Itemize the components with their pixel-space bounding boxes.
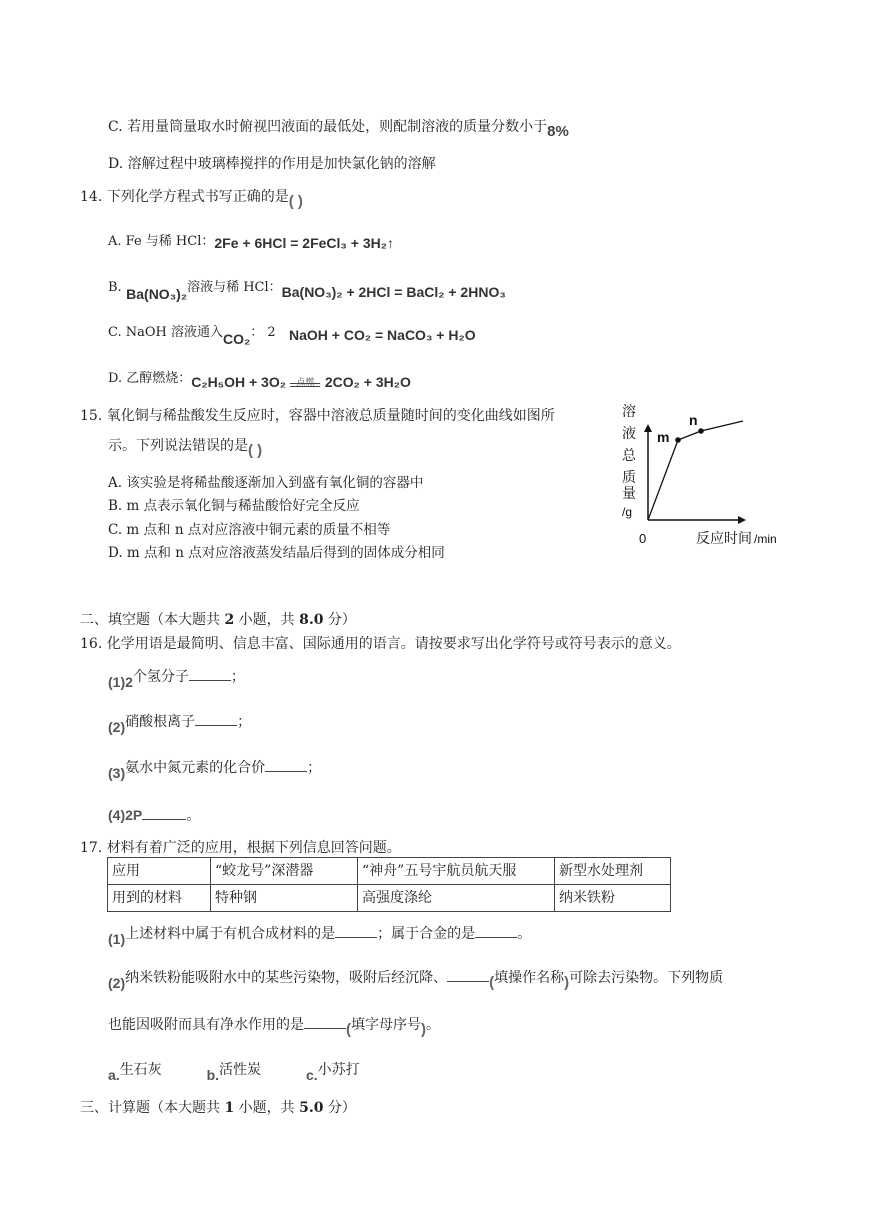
q14-stem [80, 186, 303, 210]
q14-option-c-colon: ： 2 [250, 325, 276, 340]
x-axis-arrow-icon [738, 516, 746, 524]
point-m-label: m [657, 429, 670, 445]
q17-option-c: 小苏打 [317, 1062, 360, 1078]
q16-part-1 [108, 666, 245, 690]
answer-blank[interactable] [142, 807, 186, 820]
table-cell: “神舟”五号宇航员航天服 [358, 858, 555, 885]
section-3-heading-suffix: 分） [323, 1100, 356, 1116]
q16-part-3-text: 氨水中氮元素的化合价 [125, 760, 266, 776]
q14-option-d-condition: 点燃 [296, 378, 315, 388]
q17-part-2 [108, 967, 724, 991]
section-2-question-count: 2 [224, 612, 235, 628]
q17-option-b: 活性炭 [219, 1062, 262, 1078]
section-3-heading-mid: 小题，共 [234, 1100, 300, 1116]
q15-stem-line2-text: 示。下列说法错误的是 [108, 438, 248, 454]
q14-stem-text: 14. 下列化学方程式书写正确的是 [80, 189, 289, 205]
point-n-marker [698, 428, 704, 434]
q16-part-4-end: 。 [186, 808, 201, 824]
q14-option-b-text: 溶液与稀 HCl： [187, 280, 282, 295]
graph-y-label-char: 质 [622, 469, 636, 485]
section-3-question-count: 1 [224, 1100, 235, 1116]
q16-part-3 [108, 757, 322, 781]
answer-blank[interactable] [304, 1016, 346, 1029]
table-cell: 特种钢 [211, 885, 358, 912]
mass-time-graph [612, 398, 792, 550]
q17-part-2-hint: 填操作名称 [494, 970, 565, 986]
q16-part-3-number: (3) [108, 765, 126, 781]
graph-y-unit: /g [622, 505, 633, 519]
table-cell: 高强度涤纶 [358, 885, 555, 912]
q17-part-2-hint2-paren-open: ( [346, 1021, 351, 1038]
q17-option-b-label: b. [206, 1067, 220, 1083]
q14-option-c [108, 321, 476, 347]
q16-part-1-end: ； [230, 669, 245, 685]
q16-part-2-end: ； [237, 714, 252, 730]
q14-option-b-formula: Ba(NO₃)₂ + 2HCl = BaCl₂ + 2HNO₃ [281, 284, 506, 300]
graph-origin-label: 0 [639, 531, 647, 546]
q14-option-b-reagent: Ba(NO₃)₂ [126, 286, 188, 302]
q17-part-2-paren-open: ( [489, 974, 495, 991]
q16-part-2-text: 硝酸根离子 [125, 714, 196, 730]
q14-option-c-formula: NaOH + CO₂ = NaCO₃ + H₂O [289, 327, 476, 343]
q13-option-c [108, 116, 569, 140]
q15-option-d: D. m 点和 n 点对应溶液蒸发结晶后得到的固体成分相同 [108, 545, 445, 561]
q14-option-a-label: A. Fe 与稀 HCl： [108, 234, 215, 249]
q17-part-1-number: (1) [108, 931, 126, 947]
section-2-heading-mid: 小题，共 [234, 612, 300, 628]
section-3-heading [80, 1097, 356, 1117]
q17-part-1-mid: ；属于合金的是 [377, 926, 476, 942]
table-cell: 纳米铁粉 [555, 885, 671, 912]
q16-part-1-text: 个氢分子 [132, 669, 189, 685]
q16-part-2 [108, 711, 252, 735]
point-n-label: n [689, 412, 698, 428]
q14-option-d [108, 367, 411, 390]
q15-answer-paren: ( ) [248, 442, 263, 459]
q15-option-c: C. m 点和 n 点对应溶液中铜元素的质量不相等 [108, 522, 391, 538]
q14-option-a [108, 230, 394, 249]
q16-part-2-number: (2) [108, 719, 126, 735]
q15-option-a: A. 该实验是将稀盐酸逐渐加入到盛有氧化铜的容器中 [108, 475, 424, 491]
q14-option-c-label: C. NaOH 溶液通入 [108, 325, 224, 340]
point-m-marker [675, 437, 681, 443]
q17-part-2-tail: 可除去污染物。下列物质 [569, 970, 724, 986]
section-3-score: 5.0 [299, 1100, 324, 1116]
table-cell: 用到的材料 [108, 885, 211, 912]
table-cell: 应用 [108, 858, 211, 885]
q17-part-2-paren-close: ) [564, 974, 570, 991]
q14-answer-paren: ( ) [288, 193, 303, 210]
graph-y-label-char: 总 [622, 447, 636, 463]
section-2-heading [80, 609, 356, 629]
answer-blank[interactable] [475, 925, 517, 938]
q14-option-a-formula: 2Fe + 6HCl = 2FeCl₃ + 3H₂↑ [214, 235, 394, 251]
table-row [108, 858, 671, 885]
q17-part-2-number: (2) [108, 975, 126, 991]
graph-x-label: 反应时间 [696, 530, 752, 546]
y-axis-arrow-icon [644, 424, 652, 432]
q15-option-b: B. m 点表示氧化铜与稀盐酸恰好完全反应 [108, 498, 360, 514]
q17-part-2-text: 纳米铁粉能吸附水中的某些污染物，吸附后经沉降、 [125, 970, 448, 986]
section-2-heading-prefix: 二、填空题（本大题共 [80, 612, 225, 628]
answer-blank[interactable] [195, 713, 237, 726]
q13-option-c-text: C. 若用量筒量取水时俯视凹液面的最低处，则配制溶液的质量分数小于 [108, 119, 548, 135]
section-2-score: 8.0 [299, 612, 324, 628]
q17-part-2-hint2-paren-close: ) [421, 1021, 426, 1038]
materials-table [107, 857, 671, 912]
q17-part-1-text: 上述材料中属于有机合成材料的是 [125, 926, 336, 942]
q17-part-2-line-2-end: 。 [426, 1017, 440, 1033]
q14-option-d-products: 2CO₂ + 3H₂O [324, 374, 411, 390]
table-cell: 新型水处理剂 [555, 858, 671, 885]
q14-option-d-reactants: C₂H₅OH + 3O₂ [191, 374, 286, 390]
q17-part-2-hint2: 填字母序号 [351, 1017, 421, 1033]
q13-option-c-value: 8% [547, 123, 569, 140]
answer-blank[interactable] [189, 668, 231, 681]
q15-stem-line2 [108, 435, 263, 459]
q17-option-a-label: a. [108, 1067, 120, 1083]
graph-y-label [622, 403, 637, 501]
q16-part-1-number: (1)2 [108, 674, 133, 690]
section-2-heading-suffix: 分） [323, 612, 356, 628]
answer-blank[interactable] [265, 759, 307, 772]
q14-option-b [108, 276, 506, 302]
q17-part-2-line-2 [108, 1014, 440, 1038]
q16-stem: 16. 化学用语是最简明、信息丰富、国际通用的语言。请按要求写出化学符号或符号表示的意义。 [80, 636, 681, 652]
q17-options [108, 1059, 360, 1083]
table-cell: “蛟龙号”深潜器 [211, 858, 358, 885]
graph-y-label-char: 量 [622, 485, 636, 501]
table-row [108, 885, 671, 912]
graph-x-unit: /min [754, 532, 777, 546]
q17-stem: 17. 材料有着广泛的应用，根据下列信息回答问题。 [80, 840, 401, 856]
q16-part-4-number: (4)2P [108, 807, 143, 823]
q17-part-2-line-2-text: 也能因吸附而具有净水作用的是 [108, 1017, 304, 1033]
q17-option-c-label: c. [305, 1067, 318, 1083]
section-3-heading-prefix: 三、计算题（本大题共 [80, 1100, 225, 1116]
q15-stem-line1: 15. 氧化铜与稀盐酸发生反应时，容器中溶液总质量随时间的变化曲线如图所 [80, 408, 555, 424]
answer-blank[interactable] [447, 969, 489, 982]
graph-y-label-char: 液 [622, 425, 636, 441]
q13-option-d: D. 溶解过程中玻璃棒搅拌的作用是加快氯化钠的溶解 [108, 156, 436, 172]
q17-part-1 [108, 923, 532, 947]
graph-y-label-char: 溶 [622, 403, 636, 419]
q17-part-1-end: 。 [517, 926, 532, 942]
q16-part-4 [108, 805, 200, 825]
q16-part-3-end: ； [307, 760, 322, 776]
q14-option-b-label: B. [108, 280, 122, 295]
q14-option-d-label: D. 乙醇燃烧： [108, 371, 192, 386]
q14-option-c-reagent: CO₂ [223, 331, 251, 347]
answer-blank[interactable] [335, 925, 377, 938]
q17-option-a: 生石灰 [119, 1062, 162, 1078]
